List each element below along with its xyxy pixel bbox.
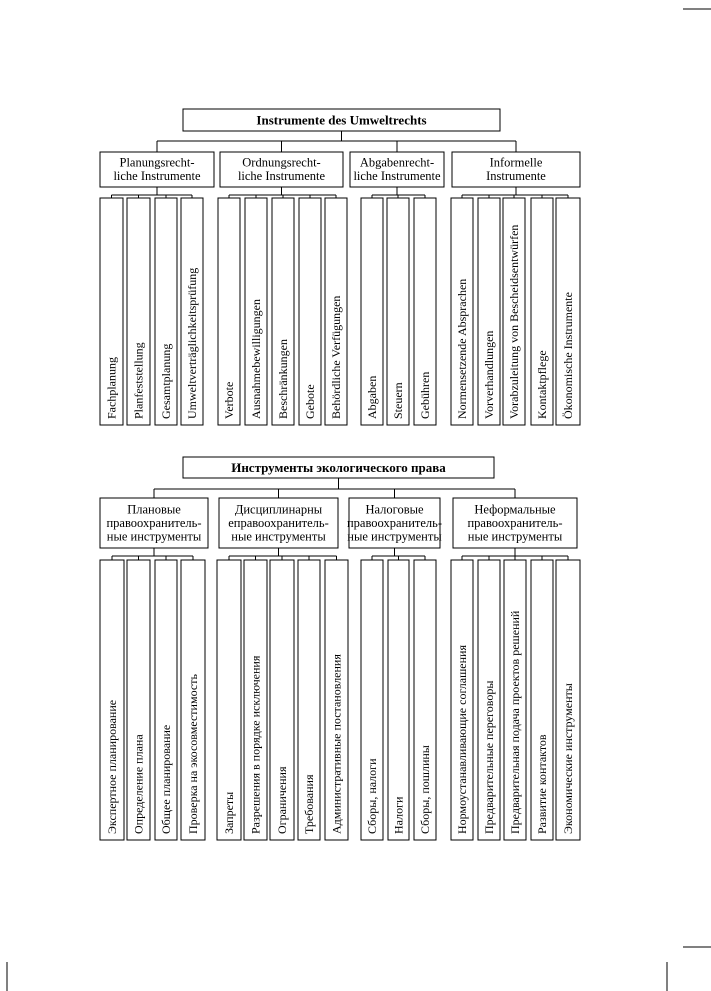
instrument-label: Gesamtplanung [159,343,173,419]
group-label: Налоговые [365,502,424,517]
group-label: Informelle [489,155,543,170]
instrument-label: Определение плана [131,734,146,834]
instrument-label: Экономические инструменты [561,683,575,834]
instrument-label: Экспертное планирование [105,699,119,834]
instrument-label: Verbote [222,381,236,419]
instrument-label: Abgaben [365,375,379,419]
instrument-label: Разрешения в порядке исключения [248,655,263,834]
instrument-label: Umweltverträglichkeitsprüfung [185,267,199,419]
instrument-label: Fachplanung [104,357,119,419]
instrument-label: Предварительные переговоры [482,680,496,834]
instrument-label: Gebote [303,384,317,419]
group-label: liche Instrumente [237,169,326,183]
group-label: Instrumente [486,169,546,183]
group-label: правоохранитель- [467,515,563,530]
instrument-label: Vorverhandlungen [482,330,496,419]
instrument-label: Требования [302,774,316,834]
group-label: Abgabenrecht- [359,155,435,170]
group-label: Planungsrecht- [119,155,195,170]
instrument-label: Налоги [391,796,406,834]
group-label: ные инструменты [347,529,442,544]
instrument-label: Ограничения [275,766,289,834]
group-label: Дисциплинарны [234,502,323,517]
instrument-label: Ökonomische Instrumente [561,292,575,419]
instrument-label: Kontaktpflege [535,350,549,419]
instrument-label: Beschränkungen [276,339,290,419]
instrument-label: Gebühren [418,371,432,419]
instrument-label: Steuern [391,382,405,419]
group-label: Ordnungsrecht- [242,155,321,170]
instrument-label: Сборы, налоги [365,758,379,834]
instrument-label: Сборы, пошлины [418,745,432,834]
group-label: правоохранитель- [106,515,202,530]
instrument-label: Нормоустанавливающие соглашения [455,645,469,834]
root-title: Инструменты экологического права [231,460,446,475]
group-label: правоохранитель- [346,515,443,530]
group-label: Неформальные [474,502,556,517]
group-label: liche Instrumente [353,169,441,183]
group-label: liche Instrumente [113,169,201,183]
instrument-label: Административные постановления [329,654,344,834]
instrument-label: Behördliche Verfügungen [329,295,343,419]
instrument-label: Vorabzuleitung von Bescheidsentwürfen [507,224,521,419]
instrument-label: Общее планирование [159,724,173,834]
german-diagram [100,109,580,425]
instrument-label: Planfeststellung [131,342,146,419]
instrument-label: Normensetzende Absprachen [455,278,469,419]
group-label: ные инструменты [231,529,326,544]
instrument-label: Предварительная подача проектов решений [508,610,522,834]
group-label: ные инструменты [106,529,202,544]
group-label: Плановые [127,502,181,517]
instrument-label: Развитие контактов [535,734,549,834]
instrument-label: Запреты [222,791,236,834]
group-label: ные инструменты [467,529,563,544]
instrument-label: Проверка на экосовместимость [186,674,200,834]
root-title: Instrumente des Umweltrechts [256,112,427,128]
group-label: еправоохранитель- [228,515,329,530]
russian-diagram [100,457,580,840]
instrument-label: Ausnahmebewilligungen [249,299,263,419]
